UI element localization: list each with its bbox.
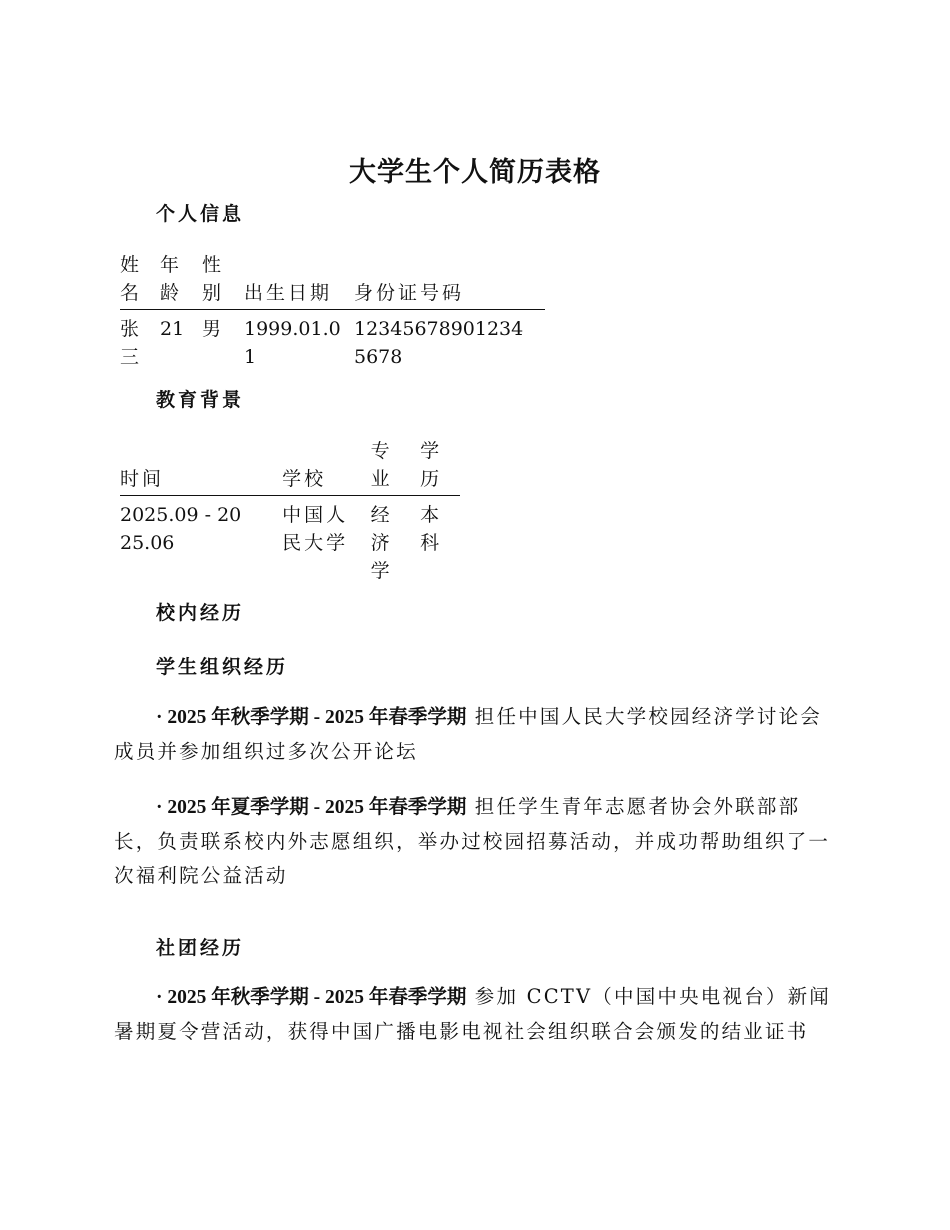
experience-date: · 2025 年夏季学期 - 2025 年春季学期 (156, 797, 467, 818)
cell-gender: 男 (202, 318, 222, 340)
cell-age: 21 (160, 318, 185, 340)
header-age: 年龄 (160, 254, 183, 304)
cell-id-number: 123456789012345678 (354, 318, 524, 368)
table-row (120, 310, 545, 372)
header-name: 姓名 (120, 254, 143, 304)
cell-degree: 本科 (420, 504, 443, 554)
cell-birthdate: 1999.01.01 (244, 318, 341, 368)
experience-text: 担任学生青年志愿者协会外联部部长，负责联系校内外志愿组织，举办过校园招募活动，并成功帮助组织了一次福利院公益活动 (114, 795, 831, 887)
table-row (120, 496, 460, 586)
experience-text: 担任中国人民大学校园经济学讨论会成员并参加组织过多次公开论坛 (114, 705, 822, 763)
club-experience-heading: 社团经历 (156, 937, 245, 959)
education-heading: 教育背景 (156, 389, 245, 411)
table-header-row (120, 437, 460, 496)
cell-time: 2025.09 - 2025.06 (120, 504, 242, 554)
experience-date: · 2025 年秋季学期 - 2025 年春季学期 (156, 707, 467, 728)
table-header-row (120, 251, 545, 310)
header-degree: 学历 (420, 440, 443, 490)
page-title: 大学生个人简历表格 (349, 157, 601, 188)
header-id-number: 身份证号码 (354, 282, 465, 304)
header-gender: 性别 (202, 254, 225, 304)
org-experience-item-1 (114, 700, 834, 769)
header-time: 时间 (120, 468, 165, 490)
header-school: 学校 (282, 468, 327, 490)
cell-name: 张三 (120, 318, 143, 368)
campus-experience-heading: 校内经历 (156, 602, 245, 624)
cell-major: 经济学 (370, 504, 393, 582)
personal-info-table (120, 251, 545, 371)
student-org-heading: 学生组织经历 (156, 656, 289, 678)
club-experience-item-1 (114, 980, 834, 1049)
org-experience-item-2 (114, 790, 834, 893)
experience-date: · 2025 年秋季学期 - 2025 年春季学期 (156, 987, 467, 1008)
personal-info-heading: 个人信息 (156, 203, 245, 225)
header-major: 专业 (370, 440, 393, 490)
header-birthdate: 出生日期 (244, 282, 333, 304)
education-table (120, 437, 460, 585)
experience-text: 参加 CCTV（中国中央电视台）新闻暑期夏令营活动，获得中国广播电影电视社会组织联合会颁发的结业证书 (114, 985, 832, 1043)
cell-school: 中国人民大学 (282, 504, 349, 554)
